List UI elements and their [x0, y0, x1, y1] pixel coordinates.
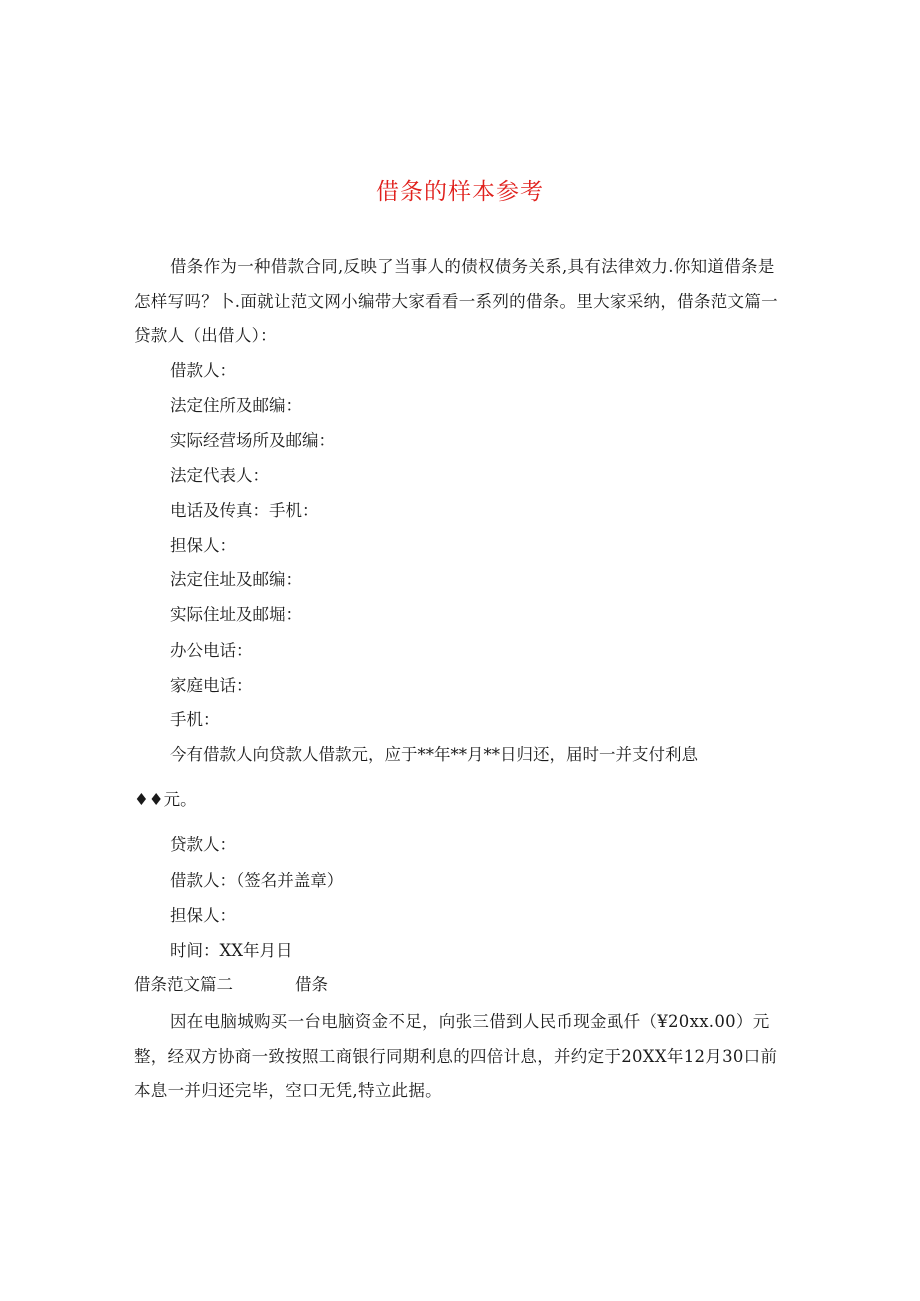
document-title: 借条的样本参考 — [376, 179, 544, 205]
intro-paragraph: 借条作为一种借款合同,反映了当事人的债权债务关系,具有法律效力.你知道借条是怎样写吗？卜.面就让范文网小编带大家看看一系列的借条。里大家采纳，借条范文篇一贷款人（出借人）： — [134, 257, 778, 345]
loan-statement-continued: ♦♦元。 — [134, 790, 197, 809]
sample2-body: 因在电脑城购买一台电脑资金不足，向张三借到人民币现金虱仟（¥20xx.00）元整，经双方协商一致按照工商银行同期利息的四倍计息，并约定于20XX年12月30口前本息一并归还完毕，空口无凭,特立此据。 — [134, 1012, 778, 1100]
field-actual-address: 实际住址及邮堀： — [170, 605, 302, 624]
signature-borrower: 借款人：（签名并盖章） — [170, 871, 344, 890]
field-legal-representative: 法定代表人： — [170, 466, 269, 485]
field-business-address: 实际经营场所及邮编： — [170, 431, 335, 450]
field-borrower: 借款人： — [170, 361, 236, 380]
field-mobile: 手机： — [170, 710, 220, 729]
sample2-heading-label: 借条范文篇二 — [134, 975, 233, 994]
signature-lender: 贷款人： — [170, 835, 236, 854]
field-phone-fax: 电话及传真：手机： — [170, 501, 319, 520]
sample2-heading — [134, 972, 328, 998]
field-office-phone: 办公电话： — [170, 641, 253, 660]
loan-statement: 今有借款人向贷款人借款元，应于**年**月**日归还，届时一并支付利息 — [170, 745, 698, 764]
signature-date: 时间：XX年月日 — [170, 941, 293, 960]
sample2-heading-title: 借条 — [295, 975, 328, 994]
field-legal-address: 法定住所及邮编： — [170, 396, 302, 415]
field-guarantor: 担保人： — [170, 536, 236, 555]
field-legal-home-address: 法定住址及邮编： — [170, 570, 302, 589]
field-home-phone: 家庭电话： — [170, 676, 253, 695]
signature-guarantor: 担保人： — [170, 906, 236, 925]
